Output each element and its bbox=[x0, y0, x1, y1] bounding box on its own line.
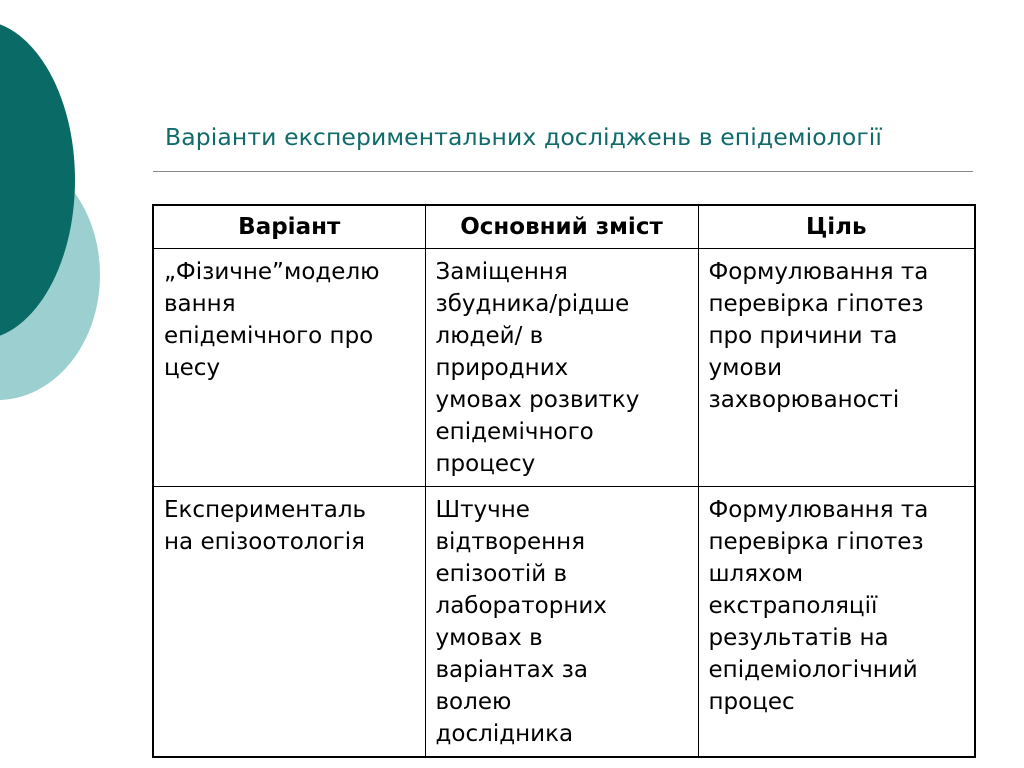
cell-line: природних bbox=[435, 355, 569, 381]
cell-line: цесу bbox=[164, 355, 221, 381]
cell-line: збудника/рідше bbox=[435, 291, 630, 317]
cell-line: екстраполяції bbox=[708, 593, 878, 619]
cell-line: епізоотій в bbox=[435, 561, 568, 587]
cell-line: перевірка гіпотез bbox=[708, 291, 924, 317]
cell-line: умовах розвитку bbox=[435, 387, 640, 413]
cell-goal bbox=[698, 487, 975, 758]
cell-variant bbox=[153, 487, 425, 758]
cell-content bbox=[425, 249, 698, 487]
cell-line: волею bbox=[435, 689, 512, 715]
cell-line: епідемічного про bbox=[164, 323, 374, 349]
cell-line: Штучне bbox=[435, 497, 530, 523]
cell-line: умовах в bbox=[435, 625, 543, 651]
cell-line: епідемічного bbox=[435, 419, 594, 445]
table-row bbox=[153, 249, 975, 487]
header-content: Основний зміст bbox=[425, 205, 698, 249]
cell-line: дослідника bbox=[435, 721, 574, 747]
header-variant: Варіант bbox=[153, 205, 425, 249]
cell-goal bbox=[698, 249, 975, 487]
cell-line: Експерименталь bbox=[164, 497, 367, 523]
cell-variant bbox=[153, 249, 425, 487]
cell-line: варіантах за bbox=[435, 657, 589, 683]
cell-line: „Фізичне”моделю bbox=[164, 259, 380, 285]
header-goal: Ціль bbox=[698, 205, 975, 249]
cell-line: перевірка гіпотез bbox=[708, 529, 924, 555]
cell-line: на епізоотологія bbox=[164, 529, 365, 555]
cell-line: відтворення bbox=[435, 529, 586, 555]
cell-line: результатів на bbox=[708, 625, 889, 651]
title-divider bbox=[153, 171, 973, 172]
cell-line: лабораторних bbox=[435, 593, 607, 619]
cell-line: шляхом bbox=[708, 561, 804, 587]
cell-line: процес bbox=[708, 689, 795, 715]
content-table-wrapper bbox=[152, 204, 976, 758]
table-row bbox=[153, 487, 975, 758]
slide-title: Варіанти експериментальних досліджень в епідеміології bbox=[165, 123, 883, 151]
cell-line: умови bbox=[708, 355, 783, 381]
table-header-row bbox=[153, 205, 975, 249]
cell-line: людей/ в bbox=[435, 323, 544, 349]
cell-line: Формулювання та bbox=[708, 259, 929, 285]
cell-line: про причини та bbox=[708, 323, 898, 349]
cell-line: Формулювання та bbox=[708, 497, 929, 523]
cell-line: процесу bbox=[435, 451, 536, 477]
cell-line: вання bbox=[164, 291, 236, 317]
cell-content bbox=[425, 487, 698, 758]
cell-line: епідеміологічний bbox=[708, 657, 918, 683]
cell-line: Заміщення bbox=[435, 259, 568, 285]
experiments-table bbox=[152, 204, 976, 758]
cell-line: захворюваності bbox=[708, 387, 900, 413]
